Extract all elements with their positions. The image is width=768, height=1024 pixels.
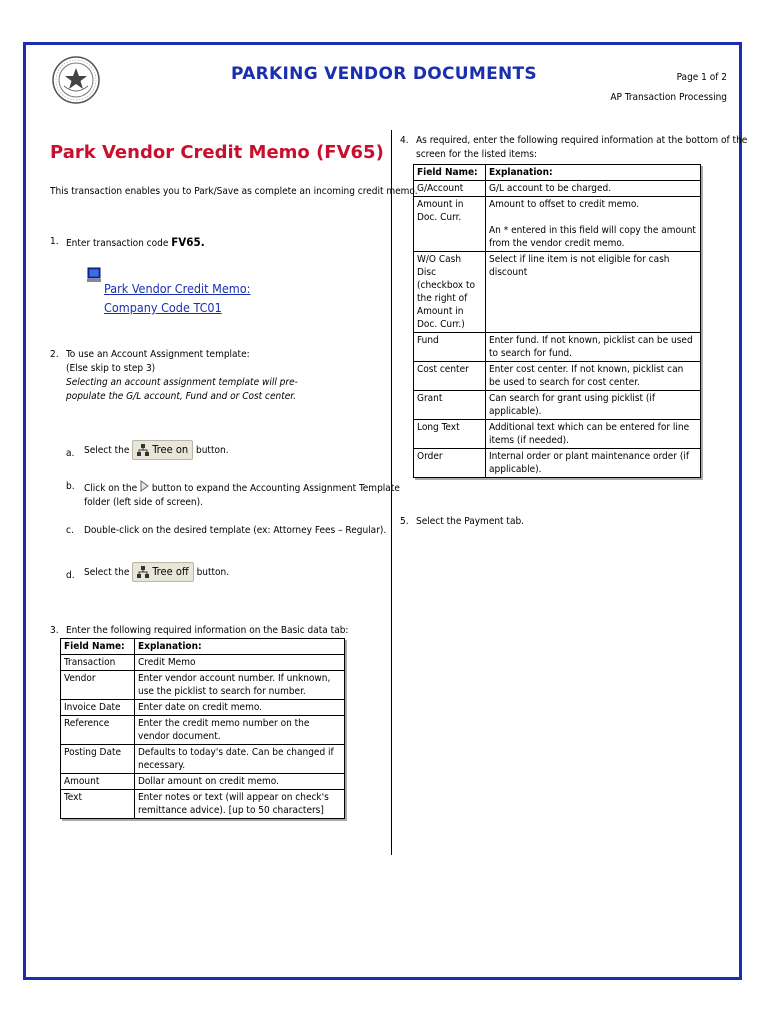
field-name-cell: Fund: [414, 333, 486, 362]
step-3-number: 3.: [50, 625, 59, 636]
table-row: [61, 716, 345, 745]
step-2a-letter: a.: [66, 448, 75, 459]
step-5-number: 5.: [400, 516, 409, 527]
tree-on-button[interactable]: [132, 440, 193, 460]
header-subtitle: AP Transaction Processing: [610, 92, 727, 103]
field-name-cell: Reference: [61, 716, 135, 745]
explanation-cell: Select if line item is not eligible for cash discount: [486, 252, 701, 333]
explanation-cell: Enter date on credit memo.: [135, 700, 345, 716]
step-2c-text: Double-click on the desired template (ex: Attorney Fees – Regular).: [84, 525, 387, 536]
step-2d-letter: d.: [66, 570, 75, 581]
step-2-number: 2.: [50, 349, 59, 360]
step-4-number: 4.: [400, 135, 409, 146]
step-2-text: [66, 348, 298, 404]
step-2-note-2: populate the G/L account, Fund and or Cost center.: [66, 391, 296, 402]
table-row: [61, 745, 345, 774]
table-row: [61, 700, 345, 716]
step-2-line-1: To use an Account Assignment template:: [66, 349, 250, 360]
table-row: [414, 252, 701, 333]
explanation-cell: Enter notes or text (will appear on check's remittance advice). [up to 50 characters]: [135, 790, 345, 819]
explanation-cell: Amount to offset to credit memo. An * entered in this field will copy the amount from the vendor credit memo.: [486, 197, 701, 252]
table-header-row: [414, 165, 701, 181]
link-line-2: Company Code TC01: [104, 300, 222, 315]
step-2d-text: [84, 562, 229, 582]
table-row: [61, 774, 345, 790]
explanation-cell: Credit Memo: [135, 655, 345, 671]
table-row: [61, 655, 345, 671]
field-name-cell: G/Account: [414, 181, 486, 197]
header-title: PARKING VENDOR DOCUMENTS: [231, 64, 537, 84]
explanation-cell: Enter fund. If not known, picklist can be used to search for fund.: [486, 333, 701, 362]
explanation-cell: Defaults to today's date. Can be changed if necessary.: [135, 745, 345, 774]
column-header: Field Name:: [414, 165, 486, 181]
basic-data-table: [60, 638, 345, 819]
step-1-text: [66, 235, 205, 251]
explanation-cell: Enter the credit memo number on the vendor document.: [135, 716, 345, 745]
field-name-cell: Vendor: [61, 671, 135, 700]
table-row: [61, 790, 345, 819]
step-2-note-1: Selecting an account assignment template will pre-: [66, 377, 298, 388]
step-2d-before: Select the: [84, 567, 130, 578]
step-2a-after: button.: [196, 445, 229, 456]
table-row: [61, 671, 345, 700]
field-name-cell: Transaction: [61, 655, 135, 671]
document-title: Park Vendor Credit Memo (FV65): [50, 142, 384, 163]
step-3-text: Enter the following required information on the Basic data tab:: [66, 625, 349, 636]
step-1-instruction: Enter transaction code: [66, 238, 172, 249]
tree-icon: [137, 566, 149, 578]
page-number: Page 1 of 2: [676, 72, 727, 83]
field-name-cell: Grant: [414, 391, 486, 420]
step-1-number: 1.: [50, 236, 59, 247]
tree-icon: [137, 444, 149, 456]
column-header: Explanation:: [135, 639, 345, 655]
table-header-row: [61, 639, 345, 655]
explanation-cell: Additional text which can be entered for line items (if needed).: [486, 420, 701, 449]
step-2-line-2: (Else skip to step 3): [66, 363, 156, 374]
field-name-cell: Amount in Doc. Curr.: [414, 197, 486, 252]
table-row: [414, 449, 701, 478]
explanation-cell: Can search for grant using picklist (if applicable).: [486, 391, 701, 420]
line-items-table: [413, 164, 701, 478]
table-row: [414, 181, 701, 197]
explanation-cell: G/L account to be charged.: [486, 181, 701, 197]
step-5-text: Select the Payment tab.: [416, 516, 525, 527]
field-name-cell: Invoice Date: [61, 700, 135, 716]
field-name-cell: Text: [61, 790, 135, 819]
step-2b-after: button to expand the Accounting Assignment Template: [151, 483, 400, 494]
field-name-cell: Amount: [61, 774, 135, 790]
step-2d-after: button.: [196, 567, 230, 578]
table-row: [414, 420, 701, 449]
table-row: [414, 362, 701, 391]
park-credit-memo-link[interactable]: [104, 279, 250, 317]
field-name-cell: Long Text: [414, 420, 486, 449]
tree-off-label: Tree off: [152, 565, 189, 578]
field-name-cell: W/O Cash Disc (checkbox to the right of Amount in Doc. Curr.): [414, 252, 486, 333]
step-2b-before: Click on the: [84, 483, 138, 494]
explanation-cell: Enter vendor account number. If unknown, use the picklist to search for number.: [135, 671, 345, 700]
step-2b-line-2: folder (left side of screen).: [84, 497, 203, 508]
step-2b-text: [84, 480, 400, 510]
field-name-cell: Posting Date: [61, 745, 135, 774]
explanation-cell: Internal order or plant maintenance order (if applicable).: [486, 449, 701, 478]
tree-off-button[interactable]: [132, 562, 193, 582]
intro-text: This transaction enables you to Park/Save as complete an incoming credit memo.: [50, 186, 418, 197]
step-4-line-1: As required, enter the following required information at the bottom of the: [416, 135, 748, 146]
transaction-code: FV65.: [171, 235, 205, 249]
step-2a-text: [84, 440, 229, 460]
column-header: Explanation:: [486, 165, 701, 181]
table-row: [414, 197, 701, 252]
table-row: [414, 391, 701, 420]
link-line-1: Park Vendor Credit Memo:: [104, 281, 251, 296]
column-header: Field Name:: [61, 639, 135, 655]
table-row: [414, 333, 701, 362]
computer-icon: [87, 267, 101, 283]
tree-on-label: Tree on: [152, 443, 189, 456]
step-2c-letter: c.: [66, 525, 74, 536]
expand-triangle-icon[interactable]: [140, 480, 149, 492]
step-2b-letter: b.: [66, 481, 75, 492]
step-4-line-2: screen for the listed items:: [416, 149, 537, 160]
step-4-text: [416, 134, 747, 162]
explanation-cell: Enter cost center. If not known, picklist can be used to search for cost center.: [486, 362, 701, 391]
explanation-cell: Dollar amount on credit memo.: [135, 774, 345, 790]
step-2a-before: Select the: [84, 445, 130, 456]
field-name-cell: Order: [414, 449, 486, 478]
field-name-cell: Cost center: [414, 362, 486, 391]
